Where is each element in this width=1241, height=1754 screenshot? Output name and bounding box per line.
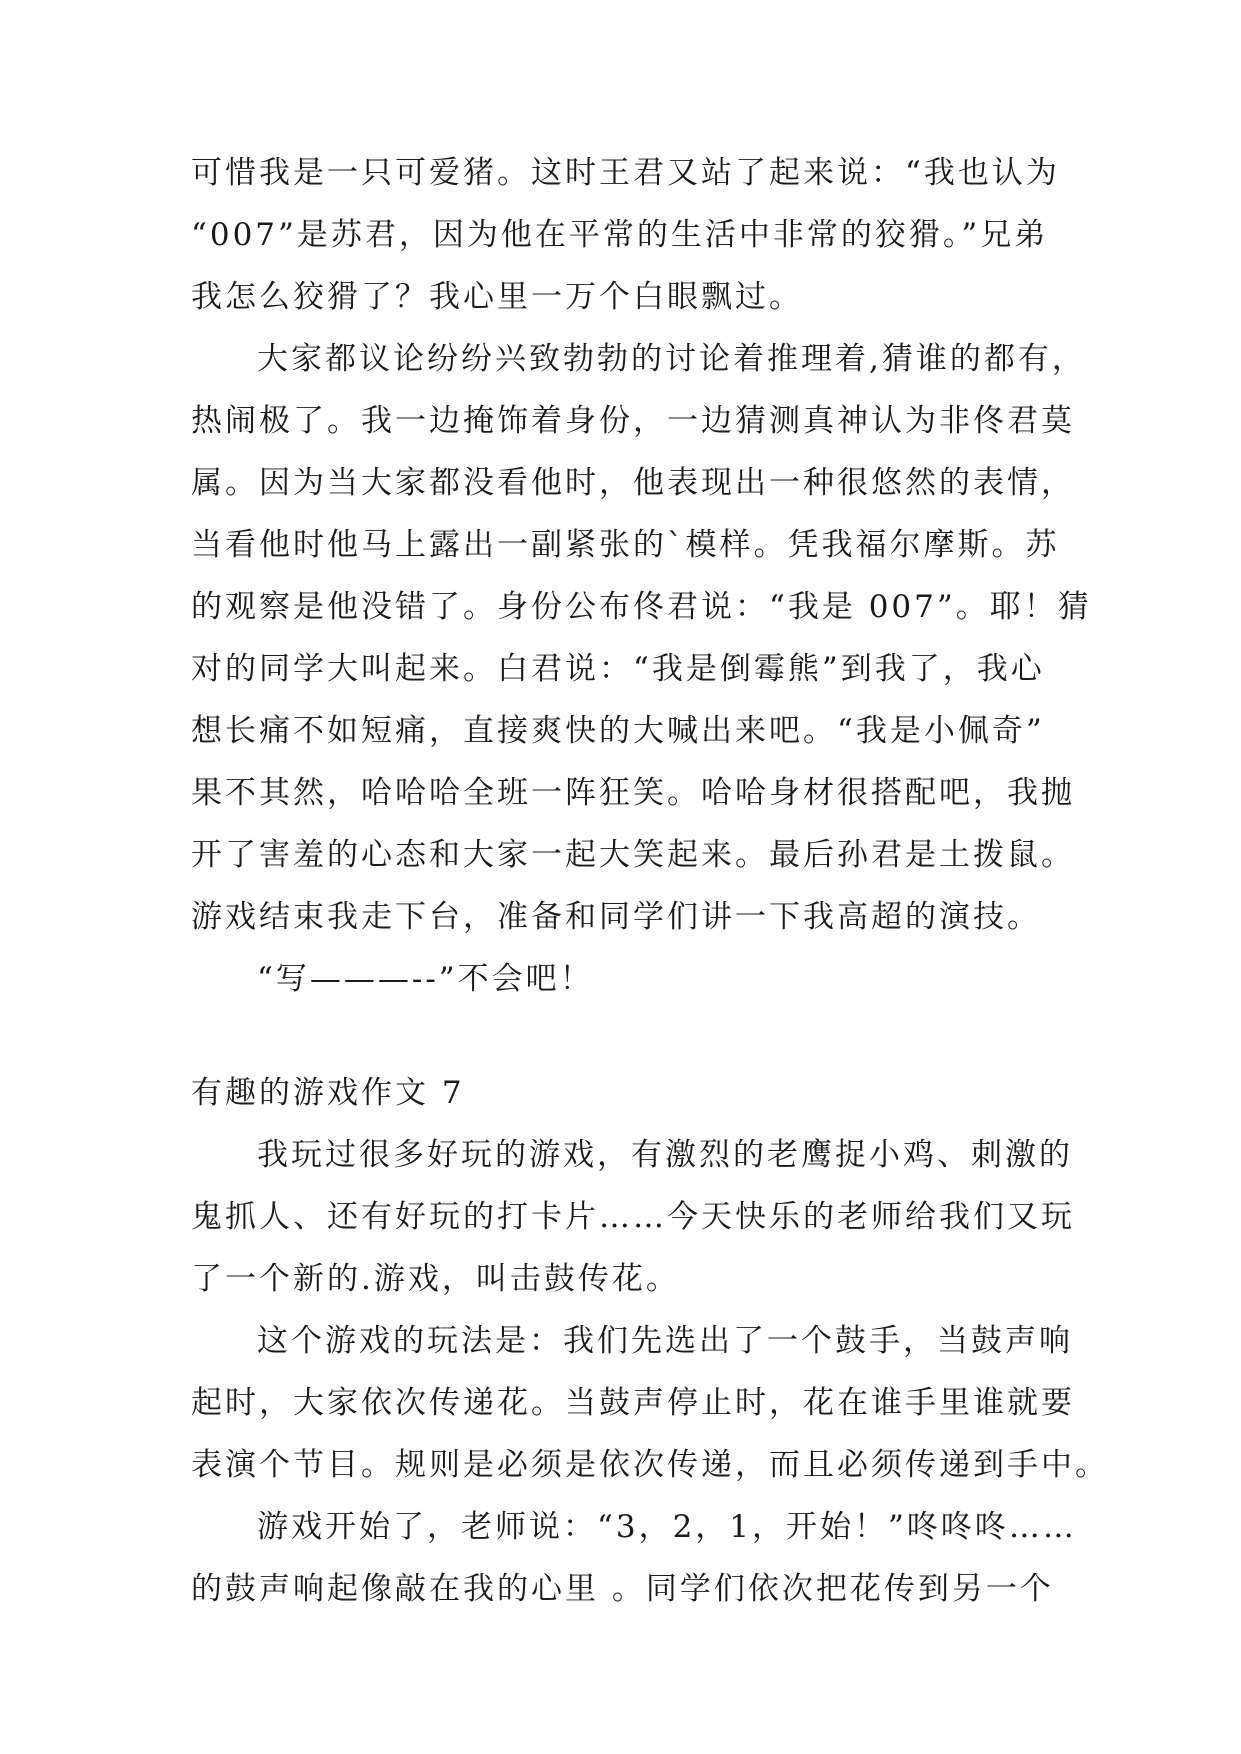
text-line: 我怎么狡猾了？我心里一万个白眼飘过。 [191,279,803,315]
text-line: 当看他时他马上露出一副紧张的`模样。凭我福尔摩斯。苏 [191,527,1060,563]
text-line: 我玩过很多好玩的游戏，有激烈的老鹰捉小鸡、刺激的 [257,1137,1073,1173]
text-line: 的鼓声响起像敲在我的心里 。同学们依次把花传到另一个 [191,1571,1054,1607]
text-line: 起时，大家依次传递花。当鼓声停止时，花在谁手里谁就要 [191,1385,1075,1421]
text-line: 大家都议论纷纷兴致勃勃的讨论着推理着,猜谁的都有， [257,341,1086,377]
text-line: 表演个节目。规则是必须是依次传递，而且必须传递到手中。 [191,1447,1109,1483]
text-line: 对的同学大叫起来。白君说：“我是倒霉熊”到我了，我心 [191,651,1045,687]
text-line: “写———--”不会吧！ [257,961,594,997]
text-line: 属。因为当大家都没看他时，他表现出一种很悠然的表情， [191,465,1075,501]
text-line: 了一个新的.游戏，叫击鼓传花。 [191,1261,680,1297]
text-line: “007”是苏君，因为他在平常的生活中非常的狡猾。”兄弟 [191,217,1049,253]
text-line: 鬼抓人、还有好玩的打卡片……今天快乐的老师给我们又玩 [191,1199,1075,1235]
text-line: 果不其然，哈哈哈全班一阵狂笑。哈哈身材很搭配吧，我抛 [191,775,1075,811]
text-line: 游戏结束我走下台，准备和同学们讲一下我高超的演技。 [191,899,1041,935]
text-line: 这个游戏的玩法是：我们先选出了一个鼓手，当鼓声响 [257,1323,1073,1359]
text-line: 开了害羞的心态和大家一起大笑起来。最后孙君是土拨鼠。 [191,837,1075,873]
section-heading: 有趣的游戏作文 7 [191,1075,465,1111]
text-line: 的观察是他没错了。身份公布佟君说：“我是 007”。耶！猜 [191,589,1092,625]
text-line: 热闹极了。我一边掩饰着身份，一边猜测真神认为非佟君莫 [191,403,1075,439]
text-line: 想长痛不如短痛，直接爽快的大喊出来吧。“我是小佩奇” [191,713,1045,749]
text-line: 游戏开始了，老师说：“3，2，1，开始！”咚咚咚…… [257,1509,1077,1545]
text-line: 可惜我是一只可爱猪。这时王君又站了起来说：“我也认为 [191,155,1060,191]
